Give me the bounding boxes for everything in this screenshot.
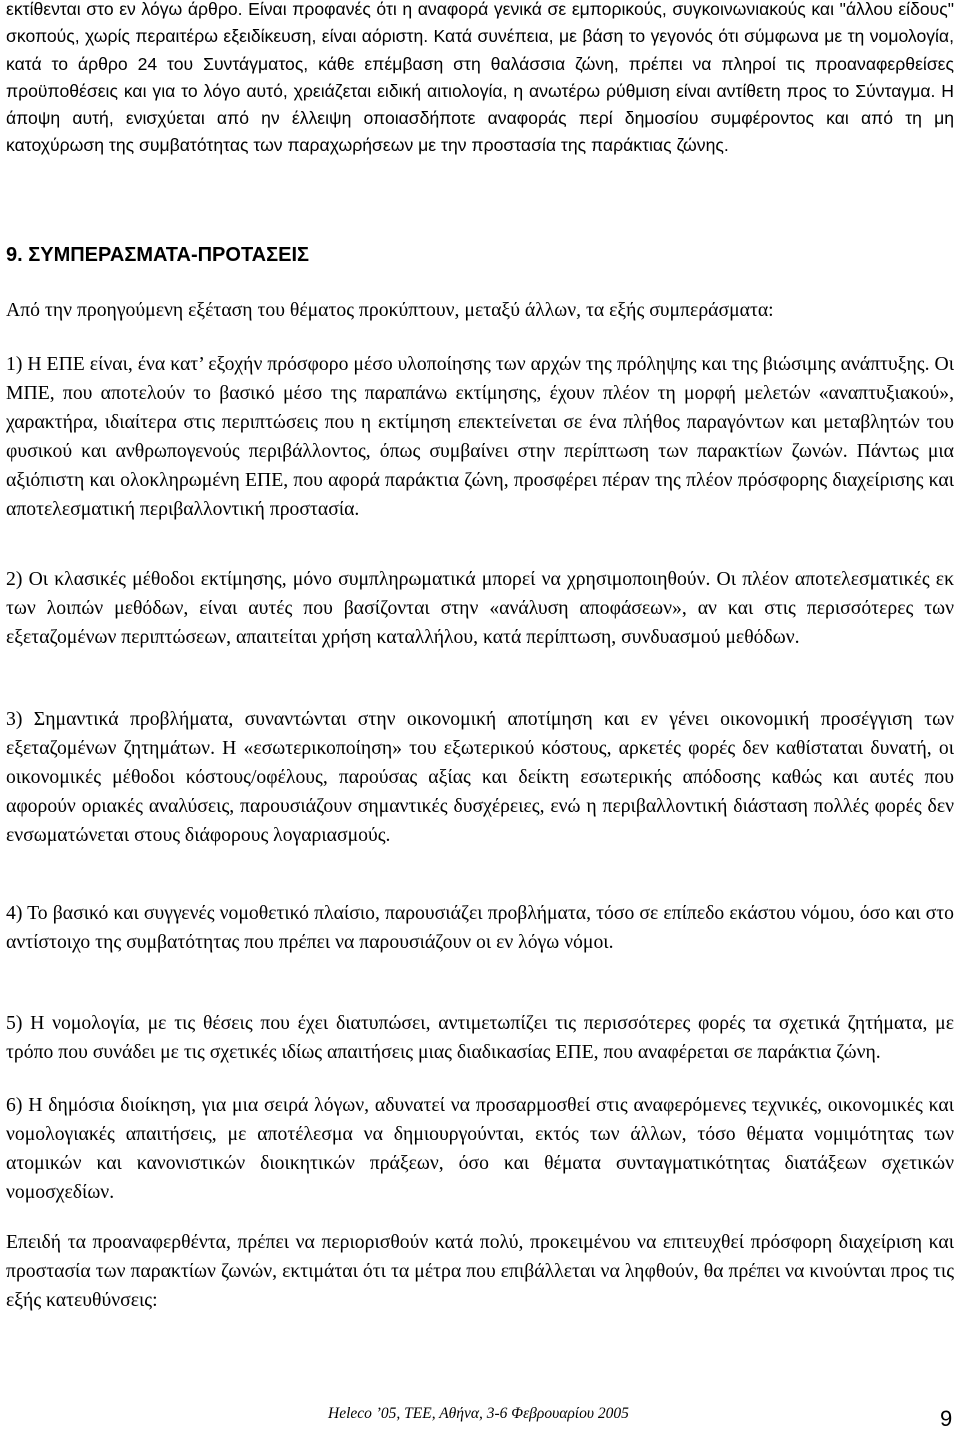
intro-paragraph: εκτίθενται στο εν λόγω άρθρο. Είναι προφανές ότι η αναφορά γενικά σε εμπορικούς, συγκοινωνιακούς και "άλλου είδους" σκοπούς, χωρίς περαιτέρω εξειδίκευση, είναι αόριστη. Κατά συνέπεια, με βάση το γεγονός ότι σύμφωνα με τη νομολογία, κατά το άρθρο 24 του Συντάγματος, κάθε επέμβαση στη θαλάσσια ζώνη, πρέπει να πληροί τις προαναφερθείσες προϋποθέσεις και για το λόγο αυτό, χρειάζεται ειδική αιτιολογία, η ανωτέρω ρύθμιση είναι αντίθετη προς το Σύνταγμα. Η άποψη αυτή, ενισχύεται από ην έλλειψη οποιασδήποτε αναφοράς περί δημοσίου συμφέροντος και από τη μη κατοχύρωση της συμβατότητας των παραχωρήσεων με την προστασία της παράκτιας ζώνης. — [6, 0, 954, 156]
footer-conference: Heleco ’05, ΤΕΕ, Αθήνα, 3-6 Φεβρουαρίου 2005 — [328, 1405, 629, 1422]
conclusion-6: 6) Η δημόσια διοίκηση, για μια σειρά λόγων, αδυνατεί να προσαρμοσθεί στις αναφερόμενες τεχνικές, οικονομικές και νομολογιακές απαιτήσεις, με αποτέλεσμα να δημιουργούνται, εκτός των άλλων, τόσο θέματα νομιμότητας των ατομικών και κανονιστικών διοικητικών πράξεων, όσο και θέματα συνταγματικότητας διατάξεων σχετικών νομοσχεδίων. — [6, 1094, 954, 1203]
conclusion-2: 2) Οι κλασικές μέθοδοι εκτίμησης, μόνο συμπληρωματικά μπορεί να χρησιμοποιηθούν. Οι πλέον αποτελεσματικές εκ των λοιπών μεθόδων, είναι αυτές που βασίζονται στην «ανάλυση αποφάσεων», αν και στις περισσότερες των εξεταζομένων περιπτώσεων, απαιτείται χρήση καταλλήλου, κατά περίπτωση, συνδυασμού μεθόδων. — [6, 568, 954, 648]
conclusion-4: 4) Το βασικό και συγγενές νομοθετικό πλαίσιο, παρουσιάζει προβλήματα, τόσο σε επίπεδο εκάστου νόμου, όσο και στο αντίστοιχο της συμβατότητας που πρέπει να παρουσιάζουν οι εν λόγω νόμοι. — [6, 902, 954, 953]
conclusion-5: 5) Η νομολογία, με τις θέσεις που έχει διατυπώσει, αντιμετωπίζει τις περισσότερες φορές τα σχετικά ζητήματα, με τρόπο που συνάδει με τις σχετικές ιδίως απαιτήσεις μιας διαδικασίας ΕΠΕ, που αναφέρεται σε παράκτια ζώνη. — [6, 1012, 954, 1063]
lead-sentence: Από την προηγούμενη εξέταση του θέματος προκύπτουν, μεταξύ άλλων, τα εξής συμπεράσματα: — [6, 299, 774, 321]
page-number: 9 — [940, 1406, 953, 1431]
section-heading: 9. ΣΥΜΠΕΡΑΣΜΑΤΑ-ΠΡΟΤΑΣΕΙΣ — [6, 244, 310, 266]
conclusion-1: 1) Η ΕΠΕ είναι, ένα κατ’ εξοχήν πρόσφορο μέσο υλοποίησης των αρχών της πρόληψης και της βιώσιμης ανάπτυξης. Οι ΜΠΕ, που αποτελούν το βασικό μέσο της παραπάνω εκτίμησης, έχουν πλέον τη μορφή μελετών «αναπτυξιακού», χαρακτήρα, ιδιαίτερα στις περιπτώσεις που η εκτίμηση επεκτείνεται σε ένα πλήθος παραγόντων και μεταβλητών του φυσικού και ανθρωπογενούς περιβάλλοντος, όπως συμβαίνει στην περίπτωση των παρακτίων ζωνών. Πάντως μια αξιόπιστη και ολοκληρωμένη ΕΠΕ, που αφορά παράκτια ζώνη, προσφέρει πέραν της πλέον πρόσφορης διαχείρισης και αποτελεσματική περιβαλλοντική προστασία. — [6, 353, 954, 520]
closing-paragraph: Επειδή τα προαναφερθέντα, πρέπει να περιορισθούν κατά πολύ, προκειμένου να επιτευχθεί πρόσφορη διαχείριση και προστασία των παρακτίων ζωνών, εκτιμάται ότι τα μέτρα που επιβάλλεται να ληφθούν, θα πρέπει να κινούνται προς τις εξής κατευθύνσεις: — [6, 1231, 954, 1311]
conclusion-3: 3) Σημαντικά προβλήματα, συναντώνται στην οικονομική αποτίμηση και εν γένει οικονομική προσέγγιση των εξεταζομένων ζητημάτων. Η «εσωτερικοποίηση» του εξωτερικού κόστους, αρκετές φορές δεν καθίσταται δυνατή, οι οικονομικές μέθοδοι κόστους/οφέλους, παρούσας αξίας και δείκτη εσωτερικής απόδοσης καθώς και αυτές που αφορούν οριακές αναλύσεις, παρουσιάζουν σημαντικές δυσχέρειες, ενώ η περιβαλλοντική διάσταση πολλές φορές δεν ενσωματώνεται στους διάφορους λογαριασμούς. — [6, 708, 954, 846]
